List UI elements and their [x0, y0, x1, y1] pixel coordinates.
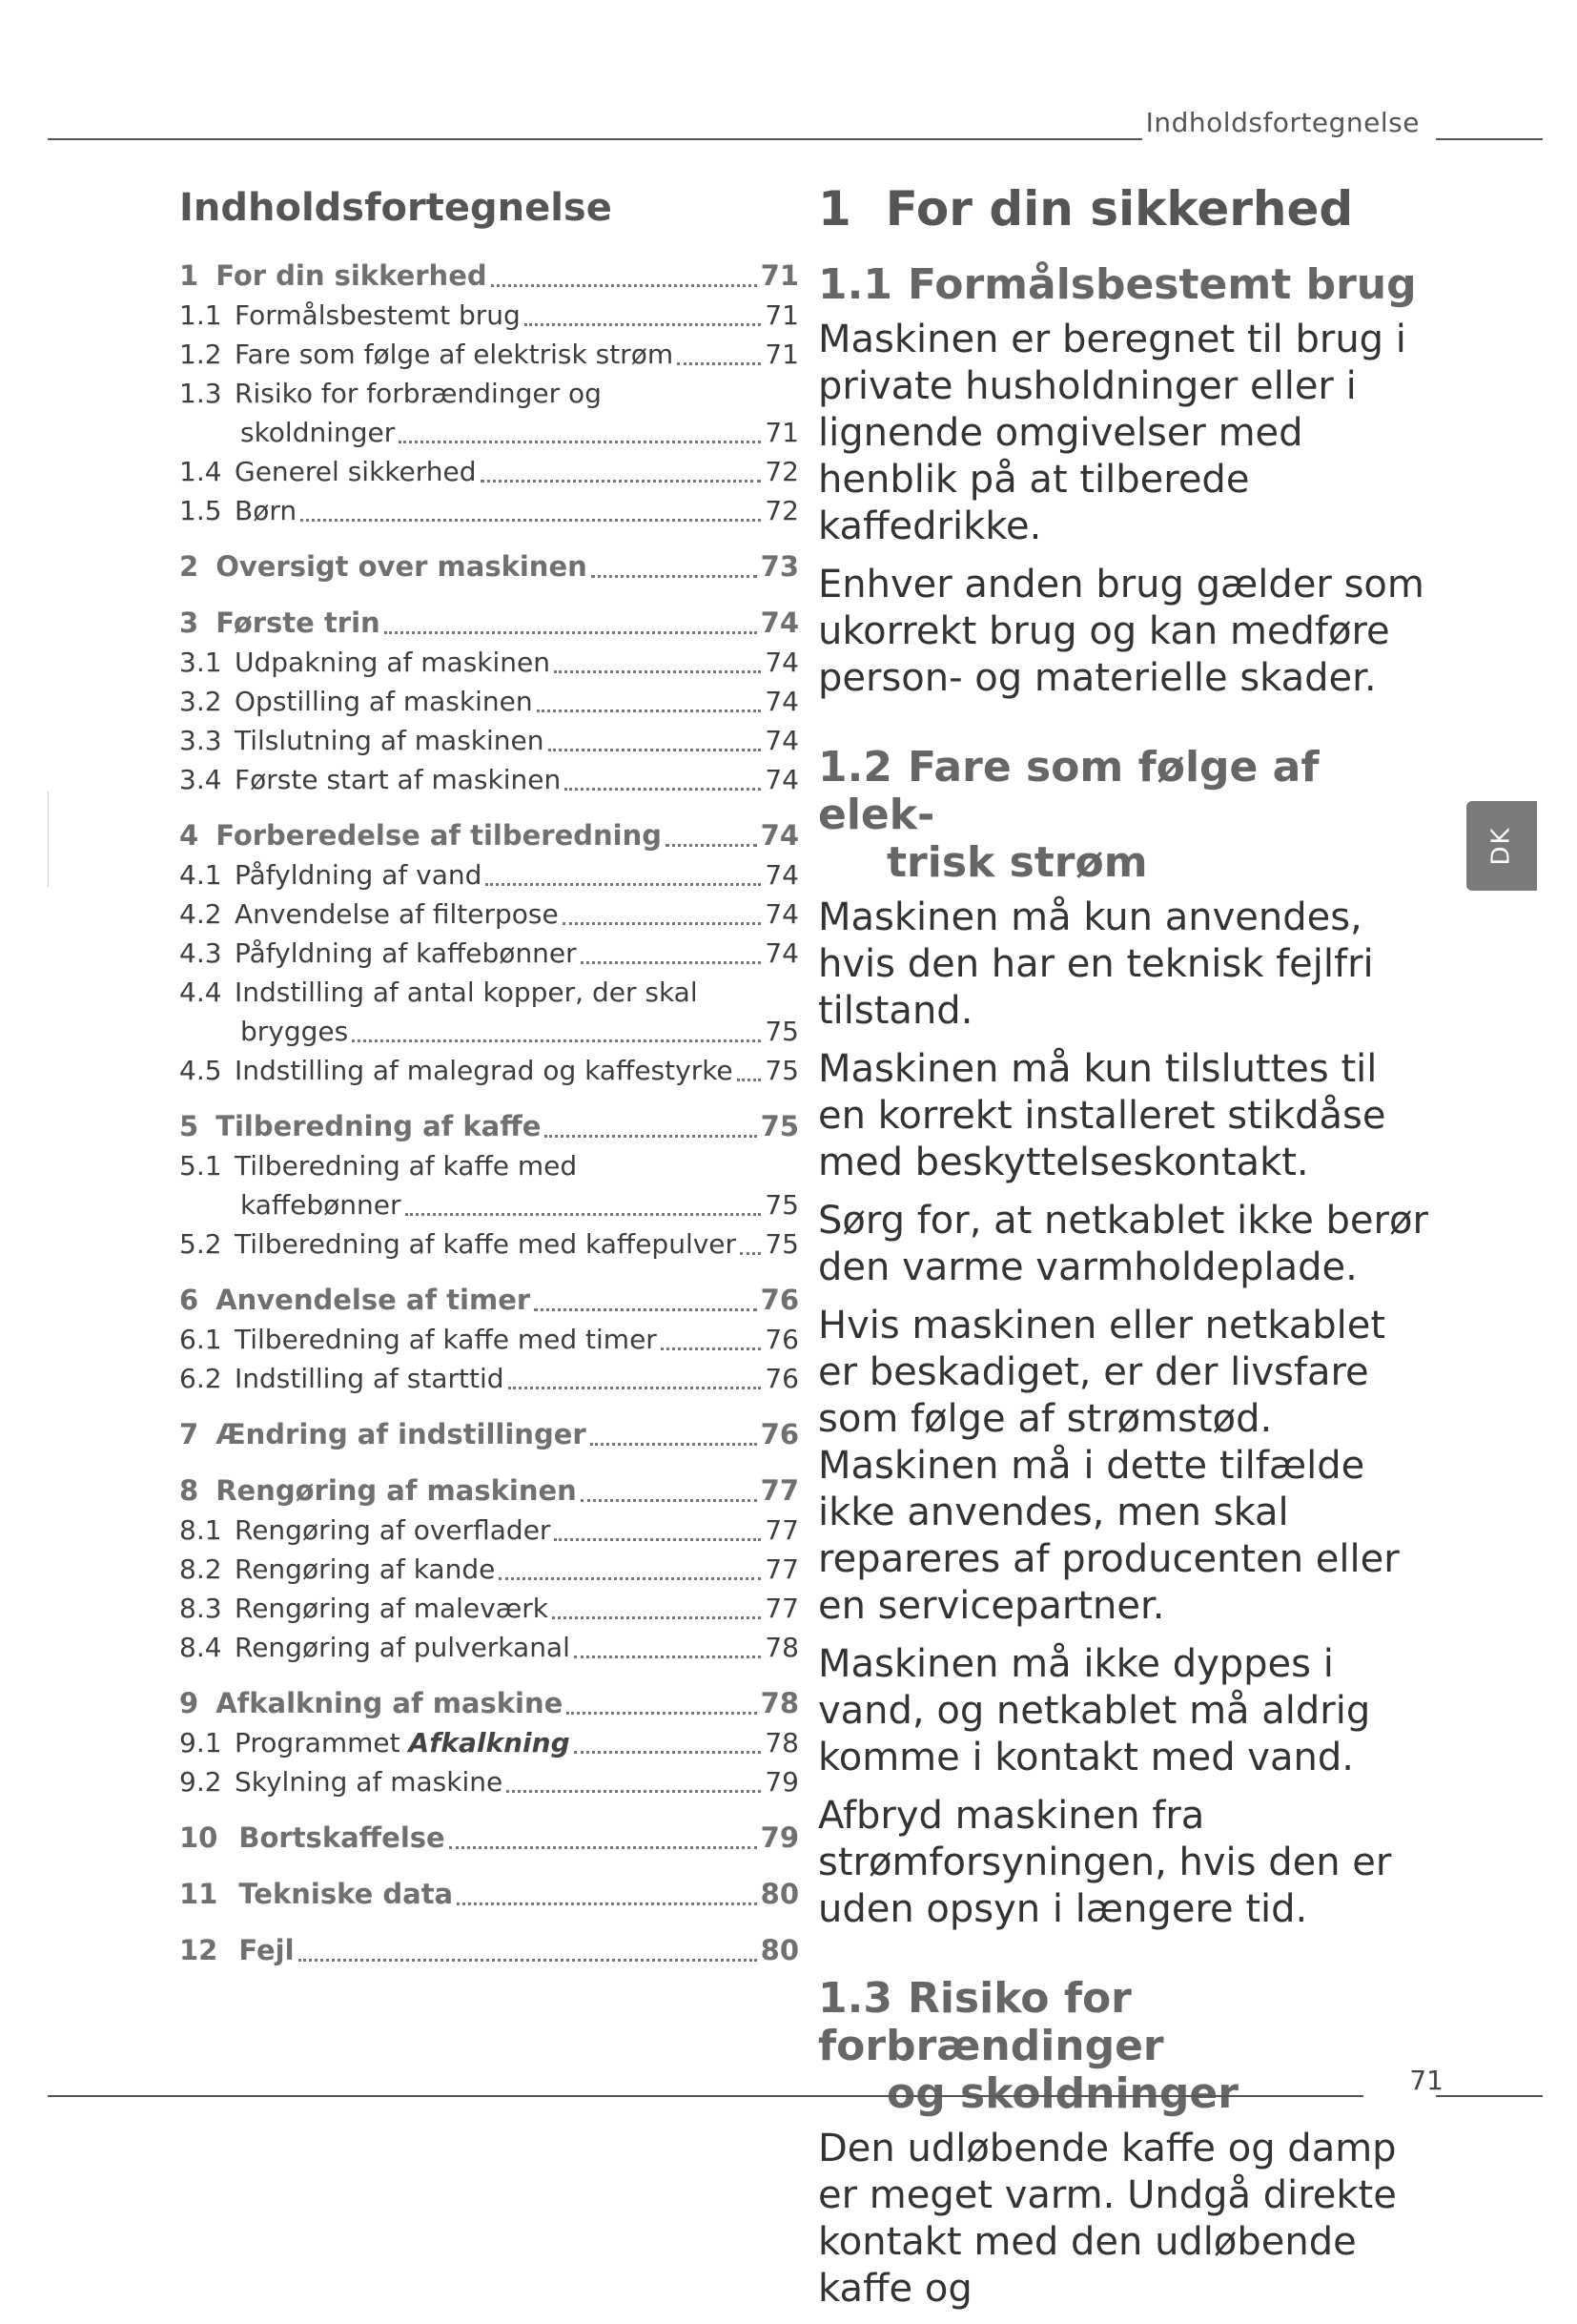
- toc-entry-label: [235, 1723, 570, 1762]
- toc-entry-page: 76: [760, 1418, 799, 1450]
- toc-entry-page: 74: [765, 686, 799, 717]
- toc-entry-label-text: Udpakning af maskinen: [235, 647, 551, 678]
- toc-entry-label: [235, 1320, 657, 1359]
- paragraph: Maskinen må ikke dyppes i vand, og netkablet må aldrig komme i kontakt med vand.: [818, 1642, 1371, 1779]
- paragraph: Maskinen er beregnet til brug i private husholdninger eller i lignende omgivelser med henblik på at tilberede kaffedrikke.: [818, 318, 1406, 548]
- toc-entry[interactable]: [179, 682, 799, 721]
- toc-entry-page: 76: [765, 1324, 799, 1355]
- toc-entry-number: 1.4: [179, 456, 222, 487]
- section-title: [818, 261, 1428, 309]
- toc-entry-label: [235, 643, 550, 682]
- toc-entry[interactable]: [179, 1281, 799, 1320]
- section-title: [818, 744, 1428, 887]
- toc-entry-label: [235, 934, 577, 973]
- language-tab: [1466, 801, 1537, 891]
- toc-entry-label-text: Rengøring af overflader: [235, 1514, 551, 1546]
- toc-leader-dots: [661, 1347, 762, 1350]
- toc-entry-label-text: Børn: [235, 495, 297, 526]
- toc-entry-number: 4.4: [179, 977, 222, 1008]
- toc-leader-dots: [537, 710, 762, 712]
- toc-entry[interactable]: [179, 1589, 799, 1628]
- toc-entry-page: 71: [765, 417, 799, 448]
- toc-entry[interactable]: [179, 1684, 799, 1723]
- toc-leader-dots: [506, 1790, 761, 1793]
- toc-entry-page: 77: [765, 1593, 799, 1624]
- toc-entry-label-text: Tekniske data: [238, 1878, 454, 1910]
- toc-entry-page: 79: [765, 1766, 799, 1798]
- toc-entry-label: [235, 855, 481, 895]
- language-tab-label: DK: [1486, 826, 1516, 866]
- toc-entry-number: 8.1: [179, 1514, 222, 1546]
- toc-leader-dots: [581, 1499, 757, 1502]
- toc-entry-label-text: Rengøring af pulverkanal: [235, 1632, 570, 1663]
- toc-entry-label: [215, 1281, 530, 1320]
- toc-entry[interactable]: [179, 1146, 799, 1185]
- toc-entry-label: [235, 1628, 570, 1667]
- paragraph: Hvis maskinen eller netkablet er beskadiget, er der livsfare som følge af strømstød. Maskinen må i dette tilfælde ikke anvendes, men skal repareres af producenten eller en servicepartner.: [818, 1304, 1400, 1628]
- toc-entry-page: 78: [765, 1727, 799, 1758]
- toc-entry-label-text: Fare som følge af elektrisk strøm: [235, 339, 674, 370]
- toc-entry-label: [235, 335, 673, 374]
- toc-entry-number: 7: [179, 1418, 199, 1450]
- toc-entry-label-text: Første start af maskinen: [235, 764, 562, 795]
- toc-entry-number: 3.1: [179, 647, 222, 678]
- toc-entry-label: [215, 547, 587, 586]
- toc-entry-label: [235, 721, 544, 760]
- toc-entry-page: 72: [765, 456, 799, 487]
- toc-entry-number: 1.2: [179, 339, 222, 370]
- toc-entry-number: 8.2: [179, 1553, 222, 1585]
- section-title-text: Risiko for forbrændinger: [818, 1974, 1164, 2070]
- toc-leader-dots: [405, 1213, 762, 1216]
- toc-entry-number: 11: [179, 1878, 218, 1910]
- toc-leader-dots: [677, 362, 761, 365]
- section-number: 1.2: [818, 743, 892, 792]
- toc-entry-number: 5: [179, 1110, 199, 1142]
- toc-entry-label-text: Påfyldning af vand: [235, 859, 482, 891]
- toc-entry-label-text: Rengøring af maskinen: [215, 1474, 577, 1507]
- toc-entry[interactable]: [179, 1762, 799, 1801]
- table-of-contents: [179, 186, 799, 1970]
- toc-entry-page: 74: [765, 937, 799, 969]
- toc-entry-label-text: Indstilling af antal kopper, der skal: [235, 977, 698, 1008]
- toc-entry-page: 74: [760, 607, 799, 639]
- toc-entry-number: 4.1: [179, 859, 222, 891]
- toc-entry-number: 3.2: [179, 686, 222, 717]
- toc-entry-number: 6.2: [179, 1363, 222, 1394]
- toc-entry-page: 74: [765, 898, 799, 930]
- toc-entry-number: 3.4: [179, 764, 222, 795]
- toc-entry-label: [215, 1415, 586, 1454]
- toc-entry-number: 5.2: [179, 1228, 222, 1260]
- toc-entry-label-text: Skylning af maskine: [235, 1766, 503, 1798]
- toc-entry-label: [215, 816, 662, 855]
- toc-entry-label-text: Tilberedning af kaffe med timer: [235, 1324, 657, 1355]
- toc-leader-dots: [481, 480, 762, 483]
- toc-entry-label-text: Fejl: [238, 1934, 295, 1966]
- toc-entry-page: 75: [765, 1189, 799, 1221]
- toc-entry-page: 77: [760, 1474, 799, 1507]
- toc-entry-label-emphasis: Afkalkning: [408, 1727, 570, 1758]
- toc-entry-page: 76: [760, 1284, 799, 1316]
- toc-entry[interactable]: [179, 1051, 799, 1090]
- toc-entry-label: [235, 296, 521, 335]
- toc-entry[interactable]: [179, 1224, 799, 1264]
- section-number: 1.1: [818, 260, 892, 309]
- toc-entry-label-cont: kaffebønner: [240, 1189, 401, 1221]
- toc-entry-label: [235, 1511, 550, 1550]
- toc-entry-label: [235, 452, 477, 491]
- toc-entry-label: [235, 1051, 733, 1090]
- toc-entry-page: 73: [760, 550, 799, 583]
- toc-leader-dots: [298, 1959, 757, 1962]
- page-number: 71: [1409, 2065, 1444, 2096]
- toc-entry[interactable]: [179, 1415, 799, 1454]
- content-column: [818, 181, 1428, 2324]
- toc-entry-number: 4.2: [179, 898, 222, 930]
- toc-entry-label-text: Oversigt over maskinen: [215, 550, 587, 583]
- toc-leader-dots: [666, 844, 757, 847]
- toc-entry-number: 9.2: [179, 1766, 222, 1798]
- toc-entry-label-text: Forberedelse af tilberedning: [215, 819, 663, 852]
- toc-entry-page: 74: [765, 647, 799, 678]
- toc-entry-number: 3.3: [179, 725, 222, 756]
- toc-leader-dots: [552, 1616, 761, 1619]
- toc-entry-page: 75: [765, 1228, 799, 1260]
- toc-entry[interactable]: [179, 452, 799, 491]
- toc-entry-label: [235, 1359, 504, 1398]
- toc-leader-dots: [574, 1656, 761, 1658]
- section-title-text: Fare som følge af elek-: [818, 743, 1320, 839]
- toc-entry[interactable]: [179, 335, 799, 374]
- section-title-cont: trisk strøm: [887, 838, 1148, 887]
- toc-entry-number: 1.5: [179, 495, 222, 526]
- toc-entry-page: 74: [765, 859, 799, 891]
- section-number: 1.3: [818, 1974, 892, 2023]
- toc-entry[interactable]: [179, 1511, 799, 1550]
- toc-leader-dots: [508, 1387, 762, 1389]
- paragraph: Den udløbende kaffe og damp er meget varm. Undgå direkte kontakt med den udløbende kaffe og: [818, 2127, 1397, 2311]
- toc-entry[interactable]: [179, 895, 799, 934]
- toc-entry-number: 4.3: [179, 937, 222, 969]
- toc-entry-page: 77: [765, 1553, 799, 1585]
- toc-entry-page: 77: [765, 1514, 799, 1546]
- footer-rule-right: [1436, 2095, 1543, 2097]
- toc-entry[interactable]: [179, 643, 799, 682]
- toc-entry-label: [235, 491, 297, 530]
- toc-entry-label: [235, 1762, 502, 1801]
- toc-entry-label: [235, 1224, 736, 1264]
- toc-entry-label: [238, 1819, 444, 1858]
- sections: [818, 261, 1428, 2313]
- toc-entry-number: 10: [179, 1821, 218, 1854]
- toc-entry[interactable]: [179, 1819, 799, 1858]
- toc-entry[interactable]: [179, 760, 799, 799]
- paragraph: Maskinen må kun anvendes, hvis den har en teknisk fejlfri tilstand.: [818, 895, 1374, 1033]
- toc-leader-dots: [524, 323, 762, 326]
- toc-leader-dots: [574, 1751, 762, 1754]
- toc-leader-dots: [499, 1577, 761, 1580]
- toc-leader-dots: [591, 575, 757, 578]
- toc-entry-label-text: Første trin: [215, 607, 380, 639]
- header-rule-left: [48, 138, 1142, 140]
- toc-entry-number: 3: [179, 607, 199, 639]
- toc-leader-dots: [590, 1443, 757, 1446]
- toc-entry[interactable]: [179, 1931, 799, 1970]
- toc-entry[interactable]: [179, 855, 799, 895]
- chapter-title-text: For din sikkerhed: [885, 181, 1354, 237]
- toc-entry-label: [235, 374, 602, 413]
- toc-entry-label: [235, 760, 561, 799]
- toc-entry-page: 71: [765, 299, 799, 331]
- toc-entry[interactable]: [179, 1359, 799, 1398]
- toc-entry[interactable]: [179, 1550, 799, 1589]
- toc-entry[interactable]: [179, 296, 799, 335]
- toc-entry-number: 4: [179, 819, 199, 852]
- toc-entry-label-text: Rengøring af maleværk: [235, 1593, 548, 1624]
- toc-entry-label: [215, 1471, 577, 1511]
- toc-entry-label-text: Generel sikkerhed: [235, 456, 477, 487]
- toc-entry-page: 76: [765, 1363, 799, 1394]
- toc-entry-page: 74: [765, 764, 799, 795]
- toc-entry-label-text: Tilslutning af maskinen: [235, 725, 544, 756]
- toc-entry[interactable]: [179, 257, 799, 296]
- toc-entry[interactable]: [179, 721, 799, 760]
- toc-leader-dots: [564, 788, 761, 791]
- toc-entry[interactable]: [179, 934, 799, 973]
- chapter-number: 1: [818, 181, 851, 237]
- toc-entry-label-text: Anvendelse af filterpose: [235, 898, 559, 930]
- toc-entry-page: 72: [765, 495, 799, 526]
- toc-entry-label-text: Risiko for forbrændinger og: [235, 378, 602, 409]
- toc-entry-page: 78: [765, 1632, 799, 1663]
- toc-leader-dots: [485, 883, 761, 886]
- toc-entry-label-text: Indstilling af starttid: [235, 1363, 504, 1394]
- toc-leader-dots: [491, 284, 757, 287]
- toc-entry-label-text: Indstilling af malegrad og kaffestyrke: [235, 1055, 733, 1086]
- toc-title: Indholdsfortegnelse: [179, 186, 612, 230]
- toc-entry-label-text: Afkalkning af maskine: [215, 1687, 563, 1719]
- toc-leader-dots: [534, 1308, 756, 1311]
- toc-entry[interactable]: [179, 1628, 799, 1667]
- toc-entry-number: 12: [179, 1934, 218, 1966]
- toc-entry-label-cont: brygges: [240, 1016, 349, 1047]
- toc-entry-label-text: Tilberedning af kaffe med kaffepulver: [235, 1228, 737, 1260]
- toc-leader-dots: [566, 1712, 756, 1715]
- toc-entry-number: 6: [179, 1284, 199, 1316]
- toc-entry[interactable]: [179, 547, 799, 586]
- toc-leader-dots: [449, 1846, 757, 1849]
- toc-entry[interactable]: [179, 604, 799, 643]
- toc-entry-label: [215, 257, 486, 296]
- toc-leader-dots: [740, 1252, 761, 1255]
- toc-entry-number: 2: [179, 550, 199, 583]
- margin-mark: [48, 792, 49, 887]
- toc-entry-label-text: For din sikkerhed: [215, 259, 487, 292]
- toc-entry-label-text: Bortskaffelse: [238, 1821, 445, 1854]
- toc-entry-page: 74: [760, 819, 799, 852]
- toc-entry-label-text: Rengøring af kande: [235, 1553, 496, 1585]
- toc-leader-dots: [548, 749, 762, 751]
- toc-entry[interactable]: [179, 1875, 799, 1914]
- toc-leader-dots: [457, 1902, 757, 1905]
- toc-entry-label: [215, 1107, 541, 1146]
- footer-rule-left: [48, 2095, 1363, 2097]
- toc-entry-page: 80: [760, 1878, 799, 1910]
- toc-entry-number: 8: [179, 1474, 199, 1507]
- toc-leader-dots: [737, 1079, 762, 1081]
- toc-entry[interactable]: [179, 1471, 799, 1511]
- chapter-title: [818, 181, 1428, 237]
- toc-leader-dots: [399, 441, 761, 443]
- toc-entry-page: 71: [760, 259, 799, 292]
- toc-entry-number: 8.4: [179, 1632, 222, 1663]
- toc-entry-number: 1: [179, 259, 199, 292]
- toc-entry-label-text: Tilberedning af kaffe: [215, 1110, 542, 1142]
- toc-leader-dots: [563, 922, 762, 925]
- toc-entry-page: 75: [765, 1016, 799, 1047]
- toc-entry-label-text: Opstilling af maskinen: [235, 686, 533, 717]
- toc-leader-dots: [384, 631, 757, 634]
- paragraph: Afbryd maskinen fra strømforsyningen, hvis den er uden opsyn i længere tid.: [818, 1794, 1392, 1931]
- toc-entry-label: [235, 1146, 577, 1185]
- toc-entry-label: [215, 1684, 563, 1723]
- toc-entry[interactable]: [179, 1107, 799, 1146]
- toc-entry-label-text: Formålsbestemt brug: [235, 299, 521, 331]
- toc-entry-number: 9: [179, 1687, 199, 1719]
- toc-entry-number: 1.3: [179, 378, 222, 409]
- toc-entry-page: 75: [760, 1110, 799, 1142]
- toc-entry[interactable]: [179, 973, 799, 1012]
- toc-entry-label-text: Programmet: [235, 1727, 409, 1758]
- toc-entry-page: 71: [765, 339, 799, 370]
- toc-entry-number: 1.1: [179, 299, 222, 331]
- toc-entry-number: 8.3: [179, 1593, 222, 1624]
- toc-leader-dots: [544, 1135, 756, 1138]
- toc-entry[interactable]: [179, 491, 799, 530]
- toc-entry[interactable]: [179, 374, 799, 413]
- toc-leader-dots: [352, 1039, 761, 1042]
- toc-entry-label-text: Tilberedning af kaffe med: [235, 1150, 578, 1182]
- section-title-text: Formålsbestemt brug: [907, 260, 1417, 309]
- toc-entry-number: 4.5: [179, 1055, 222, 1086]
- toc-entry-label-cont: skoldninger: [240, 417, 396, 448]
- toc-entry[interactable]: [179, 816, 799, 855]
- toc-entry-label: [235, 895, 559, 934]
- toc-leader-dots: [554, 670, 761, 673]
- paragraph: Maskinen må kun tilsluttes til en korrekt installeret stikdåse med beskyttelseskontakt.: [818, 1047, 1386, 1184]
- toc-entry-label: [235, 1589, 548, 1628]
- toc-entry-label-text: Anvendelse af timer: [215, 1284, 531, 1316]
- toc-entry-label: [235, 1550, 495, 1589]
- toc-entry-page: 79: [760, 1821, 799, 1854]
- toc-entry[interactable]: [179, 1320, 799, 1359]
- toc-entry-page: 80: [760, 1934, 799, 1966]
- toc-leader-dots: [300, 519, 761, 522]
- toc-entry[interactable]: [179, 1723, 799, 1762]
- toc-entry-page: 74: [765, 725, 799, 756]
- toc-entry-continuation[interactable]: [179, 1185, 799, 1224]
- paragraph: Sørg for, at netkablet ikke berør den varme varmholdeplade.: [818, 1199, 1428, 1289]
- toc-entry-label-text: Påfyldning af kaffebønner: [235, 937, 577, 969]
- section-title-cont: og skoldninger: [887, 2069, 1239, 2118]
- toc-entry-label-text: Ændring af indstillinger: [215, 1418, 586, 1450]
- header-rule-right: [1436, 138, 1543, 140]
- toc-entry-continuation[interactable]: [179, 1012, 799, 1051]
- toc-entry-label: [235, 973, 698, 1012]
- toc-entry-label: [238, 1875, 453, 1914]
- paragraph: Enhver anden brug gælder som ukorrekt brug og kan medføre person- og materielle skader.: [818, 563, 1424, 700]
- toc-entry-label: [235, 682, 533, 721]
- toc-entry-number: 9.1: [179, 1727, 222, 1758]
- toc-entry-page: 78: [760, 1687, 799, 1719]
- toc-entry-label: [238, 1931, 294, 1970]
- toc-entry-number: 6.1: [179, 1324, 222, 1355]
- running-header: Indholdsfortegnelse: [1145, 107, 1420, 138]
- toc-entry-page: 75: [765, 1055, 799, 1086]
- toc-entry-label: [215, 604, 380, 643]
- toc-leader-dots: [554, 1538, 761, 1541]
- toc-entry-number: 5.1: [179, 1150, 222, 1182]
- toc-list: [179, 257, 799, 1970]
- toc-entry-continuation[interactable]: [179, 413, 799, 452]
- toc-leader-dots: [581, 961, 762, 964]
